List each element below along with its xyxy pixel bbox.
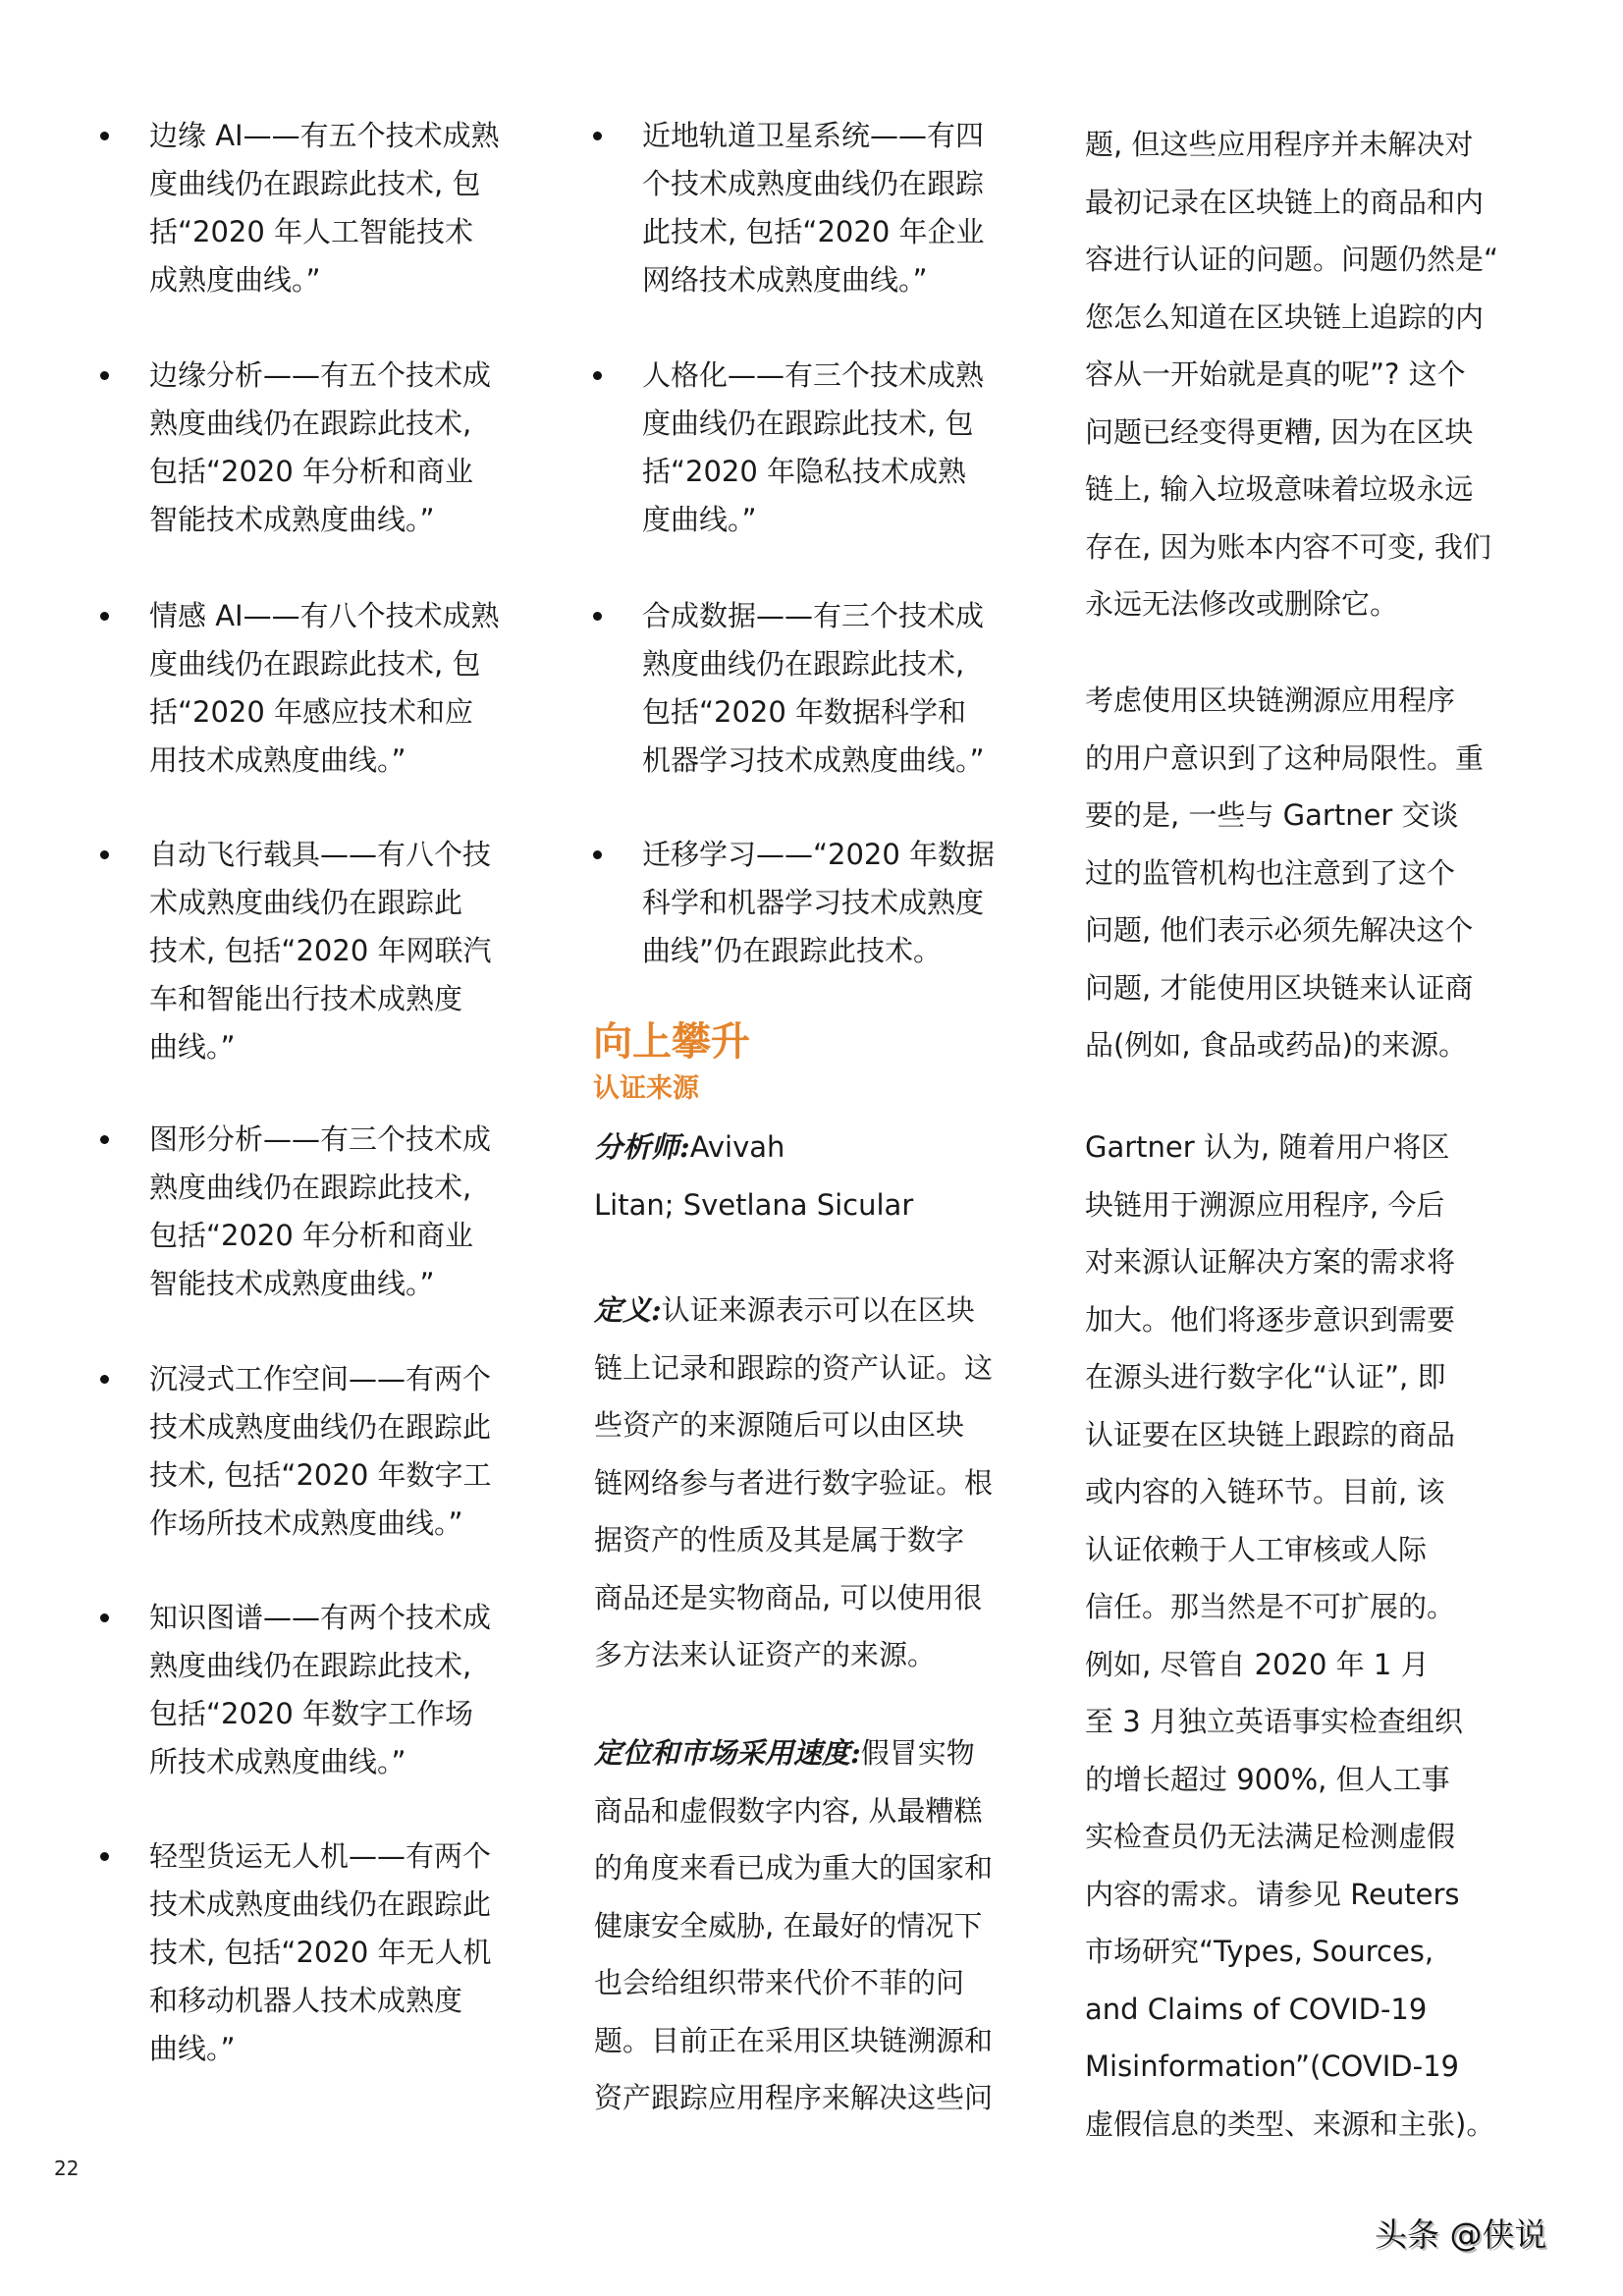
bullet-line: 情感 AI——有八个技术成熟 xyxy=(149,599,500,632)
bullet-line: 迁移学习——“2020 年数据 xyxy=(642,838,996,871)
definition-text: 商品还是实物商品, 可以使用很 xyxy=(594,1580,983,1614)
bullet-line: 机器学习技术成熟度曲线。” xyxy=(642,743,985,777)
bullet-line: 包括“2020 年数字工作场 xyxy=(149,1697,474,1730)
bullet-dot-icon xyxy=(100,1613,109,1622)
definition-line xyxy=(594,1454,993,1511)
definition-text: 链网络参与者进行数字验证。根 xyxy=(594,1465,994,1500)
bullet-dot-icon xyxy=(593,612,602,621)
position-line xyxy=(594,1954,964,2011)
definition-text: 据资产的性质及其是属于数字 xyxy=(594,1523,965,1557)
bullet-line: 术成熟度曲线仍在跟踪此 xyxy=(149,886,463,919)
bullet-dot-icon xyxy=(100,1375,109,1384)
definition-text: 认证来源表示可以在区块 xyxy=(661,1293,975,1327)
body-line: 认证要在区块链上跟踪的商品 xyxy=(1085,1417,1456,1451)
bullet-line: 技术, 包括“2020 年数字工 xyxy=(149,1458,492,1492)
bullet-line: 度曲线仍在跟踪此技术, 包 xyxy=(642,407,974,440)
bullet-line: 熟度曲线仍在跟踪此技术, xyxy=(149,407,472,440)
bullet-dot-icon xyxy=(100,1135,109,1144)
body-line: 存在, 因为账本内容不可变, 我们 xyxy=(1085,529,1491,564)
body-line: 信任。那当然是不可扩展的。 xyxy=(1085,1590,1456,1623)
bullet-line: 括“2020 年隐私技术成熟 xyxy=(642,455,967,488)
position-text: 假冒实物 xyxy=(860,1736,975,1770)
body-line: 容从一开始就是真的呢”? 这个 xyxy=(1085,357,1466,391)
bullet-line: 曲线”仍在跟踪此技术。 xyxy=(642,934,943,967)
bullet-line: 度曲线仍在跟踪此技术, 包 xyxy=(149,167,481,200)
body-line: 对来源认证解决方案的需求将 xyxy=(1085,1245,1456,1279)
bullet-line: 包括“2020 年分析和商业 xyxy=(149,455,474,488)
analyst-line-2: Litan; Svetlana Sicular xyxy=(594,1188,914,1222)
bullet-line: 技术, 包括“2020 年网联汽 xyxy=(149,934,492,967)
body-line: Misinformation”(COVID-19 xyxy=(1085,2050,1459,2083)
bullet-line: 边缘分析——有五个技术成 xyxy=(149,358,492,392)
body-line: 考虑使用区块链溯源应用程序 xyxy=(1085,683,1456,717)
bullet-line: 度曲线。” xyxy=(642,503,757,536)
bullet-line: 近地轨道卫星系统——有四 xyxy=(642,119,985,152)
body-line: 至 3 月独立英语事实检查组织 xyxy=(1085,1705,1463,1738)
body-line: 例如, 尽管自 2020 年 1 月 xyxy=(1085,1647,1430,1681)
analyst-label: 分析师: xyxy=(594,1130,690,1164)
body-line: 实检查员仍无法满足检测虚假 xyxy=(1085,1820,1456,1853)
bullet-line: 人格化——有三个技术成熟 xyxy=(642,358,985,392)
body-line: 的增长超过 900%, 但人工事 xyxy=(1085,1762,1450,1796)
bullet-dot-icon xyxy=(593,850,602,859)
watermark: 头条 @侠说 xyxy=(1375,2215,1547,2254)
body-line: 过的监管机构也注意到了这个 xyxy=(1085,855,1456,890)
bullet-line: 曲线。” xyxy=(149,1030,236,1064)
body-line: 的用户意识到了这种局限性。重 xyxy=(1085,740,1485,775)
bullet-line: 轻型货运无人机——有两个 xyxy=(149,1839,492,1873)
body-line: 在源头进行数字化“认证”, 即 xyxy=(1085,1360,1446,1394)
bullet-line: 智能技术成熟度曲线。” xyxy=(149,503,435,536)
bullet-line: 车和智能出行技术成熟度 xyxy=(149,982,463,1015)
body-line: 市场研究“Types, Sources, xyxy=(1085,1935,1434,1968)
bullet-line: 包括“2020 年数据科学和 xyxy=(642,695,967,729)
bullet-line: 科学和机器学习技术成熟度 xyxy=(642,886,985,919)
definition-label: 定义: xyxy=(594,1293,662,1327)
analyst-line xyxy=(594,1119,784,1175)
body-line: 您怎么知道在区块链上追踪的内 xyxy=(1085,300,1485,334)
definition-text: 些资产的来源随后可以由区块 xyxy=(594,1408,965,1442)
bullet-line: 熟度曲线仍在跟踪此技术, xyxy=(149,1649,472,1682)
bullet-line: 边缘 AI——有五个技术成熟 xyxy=(149,119,500,152)
bullet-dot-icon xyxy=(593,132,602,140)
definition-line xyxy=(594,1511,964,1568)
bullet-line: 用技术成熟度曲线。” xyxy=(149,743,406,777)
bullet-line: 技术成熟度曲线仍在跟踪此 xyxy=(149,1410,492,1444)
definition-line xyxy=(594,1626,936,1683)
definition-line xyxy=(594,1569,982,1626)
bullet-dot-icon xyxy=(100,612,109,621)
position-label: 定位和市场采用速度: xyxy=(594,1736,861,1770)
body-line: 问题已经变得更糟, 因为在区块 xyxy=(1085,414,1474,449)
bullet-line: 作场所技术成熟度曲线。” xyxy=(149,1506,463,1540)
body-line: and Claims of COVID-19 xyxy=(1085,1992,1428,2026)
position-line xyxy=(594,1782,982,1839)
bullet-dot-icon xyxy=(100,1852,109,1861)
definition-text: 链上记录和跟踪的资产认证。这 xyxy=(594,1350,994,1385)
page-number: 22 xyxy=(54,2157,80,2180)
bullet-line: 自动飞行载具——有八个技 xyxy=(149,838,492,871)
body-line: 品(例如, 食品或药品)的来源。 xyxy=(1085,1028,1468,1062)
body-line: 问题, 才能使用区块链来认证商 xyxy=(1085,970,1474,1005)
position-text: 商品和虚假数字内容, 从最糟糕 xyxy=(594,1793,983,1828)
definition-line xyxy=(594,1282,975,1339)
body-line: 内容的需求。请参见 Reuters xyxy=(1085,1877,1460,1911)
body-line: Gartner 认为, 随着用户将区 xyxy=(1085,1130,1450,1164)
position-text: 也会给组织带来代价不菲的问 xyxy=(594,1966,965,1999)
bullet-line: 熟度曲线仍在跟踪此技术, xyxy=(642,647,965,681)
definition-line xyxy=(594,1339,993,1396)
bullet-dot-icon xyxy=(593,371,602,380)
bullet-line: 曲线。” xyxy=(149,2032,236,2065)
position-line xyxy=(594,1724,975,1781)
body-line: 加大。他们将逐步意识到需要 xyxy=(1085,1302,1456,1337)
bullet-dot-icon xyxy=(100,132,109,140)
body-line: 认证依赖于人工审核或人际 xyxy=(1085,1532,1428,1566)
body-line: 或内容的入链环节。目前, 该 xyxy=(1085,1475,1445,1508)
bullet-line: 沉浸式工作空间——有两个 xyxy=(149,1362,492,1395)
bullet-line: 括“2020 年感应技术和应 xyxy=(149,695,474,729)
bullet-line: 包括“2020 年分析和商业 xyxy=(149,1219,474,1252)
bullet-line: 技术成熟度曲线仍在跟踪此 xyxy=(149,1887,492,1921)
definition-line xyxy=(594,1396,964,1453)
position-line xyxy=(594,2012,993,2069)
section-subtitle: 认证来源 xyxy=(593,1073,699,1104)
bullet-line: 合成数据——有三个技术成 xyxy=(642,599,985,632)
bullet-line: 知识图谱——有两个技术成 xyxy=(149,1601,492,1634)
analyst-name-1: Avivah xyxy=(689,1130,785,1164)
bullet-dot-icon xyxy=(100,850,109,859)
body-line: 最初记录在区块链上的商品和内 xyxy=(1085,185,1485,219)
position-text: 资产跟踪应用程序来解决这些问 xyxy=(594,2081,994,2114)
bullet-line: 网络技术成熟度曲线。” xyxy=(642,263,928,297)
body-line: 题, 但这些应用程序并未解决对 xyxy=(1085,128,1474,161)
bullet-line: 图形分析——有三个技术成 xyxy=(149,1122,492,1156)
bullet-line: 成熟度曲线。” xyxy=(149,263,321,297)
bullet-line: 个技术成熟度曲线仍在跟踪 xyxy=(642,167,985,200)
section-title: 向上攀升 xyxy=(593,1018,750,1065)
position-line xyxy=(594,1839,993,1896)
position-line xyxy=(594,1897,982,1954)
body-line: 容进行认证的问题。问题仍然是“ xyxy=(1085,243,1499,276)
definition-text: 多方法来认证资产的来源。 xyxy=(594,1638,937,1671)
bullet-line: 度曲线仍在跟踪此技术, 包 xyxy=(149,647,481,681)
position-line xyxy=(594,2069,993,2126)
body-line: 链上, 输入垃圾意味着垃圾永远 xyxy=(1085,472,1474,506)
bullet-line: 熟度曲线仍在跟踪此技术, xyxy=(149,1171,472,1204)
bullet-line: 智能技术成熟度曲线。” xyxy=(149,1267,435,1300)
body-line: 要的是, 一些与 Gartner 交谈 xyxy=(1085,798,1459,832)
position-text: 题。目前正在采用区块链溯源和 xyxy=(594,2023,994,2057)
position-text: 的角度来看已成为重大的国家和 xyxy=(594,1851,994,1885)
position-text: 健康安全威胁, 在最好的情况下 xyxy=(594,1908,983,1942)
body-line: 虚假信息的类型、来源和主张)。 xyxy=(1085,2106,1495,2141)
body-line: 问题, 他们表示必须先解决这个 xyxy=(1085,913,1474,947)
bullet-line: 所技术成熟度曲线。” xyxy=(149,1745,406,1778)
bullet-line: 此技术, 包括“2020 年企业 xyxy=(642,215,985,248)
body-line: 永远无法修改或删除它。 xyxy=(1085,587,1399,621)
bullet-dot-icon xyxy=(100,371,109,380)
body-line: 块链用于溯源应用程序, 今后 xyxy=(1085,1187,1445,1222)
bullet-line: 和移动机器人技术成熟度 xyxy=(149,1984,463,2017)
bullet-line: 技术, 包括“2020 年无人机 xyxy=(149,1936,492,1969)
bullet-line: 括“2020 年人工智能技术 xyxy=(149,215,474,248)
